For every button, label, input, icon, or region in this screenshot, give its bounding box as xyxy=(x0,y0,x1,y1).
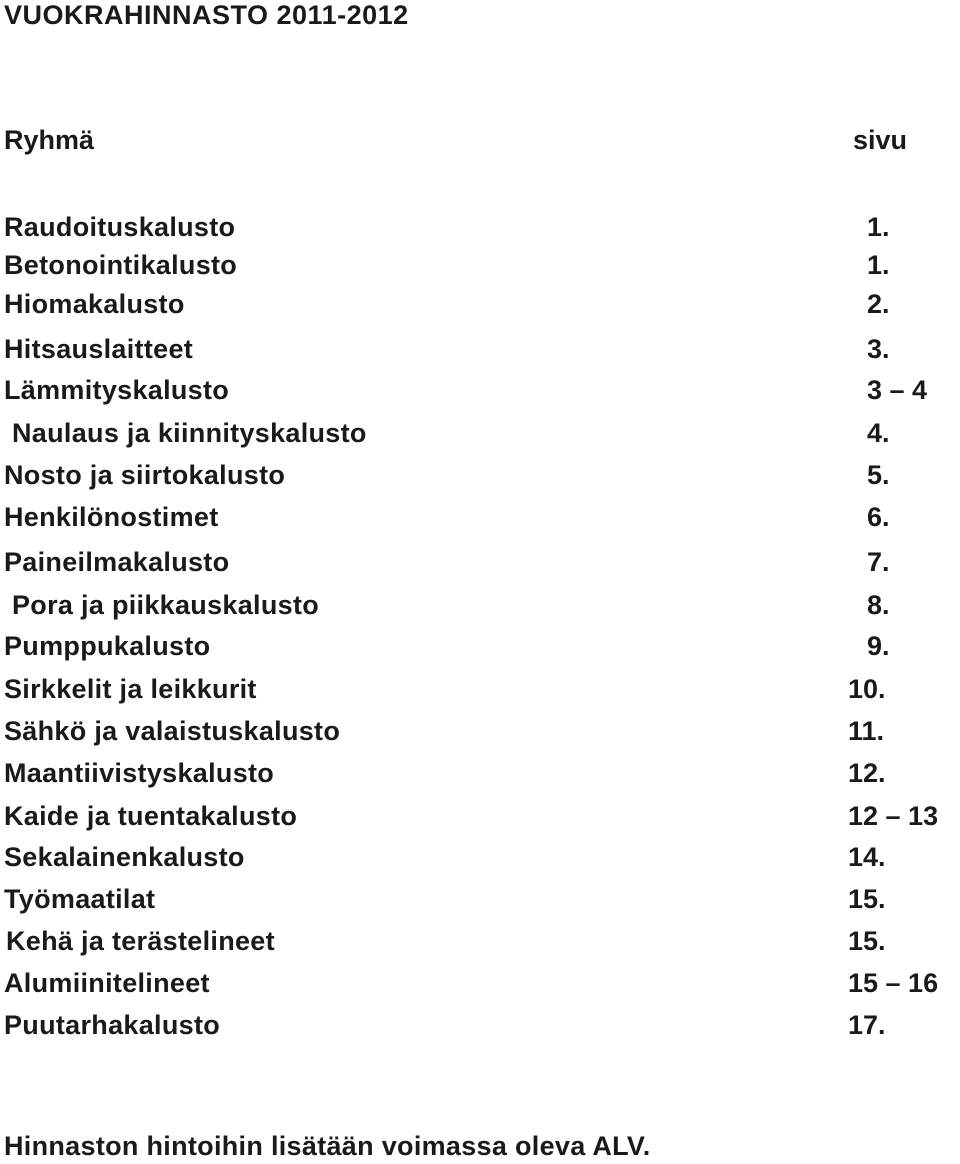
toc-row-page: 15 – 16 xyxy=(848,968,939,998)
toc-row-label: Maantiivistyskalusto xyxy=(4,758,275,788)
toc-row-label: Lämmityskalusto xyxy=(4,375,230,405)
toc-row-page: 8. xyxy=(867,590,890,620)
toc-row-page: 3 – 4 xyxy=(867,375,928,405)
toc-row-page: 10. xyxy=(848,674,886,704)
toc-row-label: Kehä ja terästelineet xyxy=(6,926,275,956)
toc-row xyxy=(0,924,960,958)
toc-row xyxy=(0,332,960,366)
column-header-page: sivu xyxy=(853,125,908,155)
column-header-group: Ryhmä xyxy=(4,125,95,155)
vat-note: Hinnaston hintoihin lisätään voimassa oleva ALV. xyxy=(4,1131,651,1161)
toc-row xyxy=(0,416,960,450)
toc-row-label: Sekalainenkalusto xyxy=(4,842,245,872)
toc-row-page: 15. xyxy=(848,926,886,956)
toc-row-label: Naulaus ja kiinnityskalusto xyxy=(12,418,367,448)
toc-row-label: Hitsauslaitteet xyxy=(4,334,194,364)
toc-row xyxy=(0,714,960,748)
toc-row-label: Nosto ja siirtokalusto xyxy=(4,460,286,490)
toc-row xyxy=(0,458,960,492)
toc-row-page: 11. xyxy=(848,716,885,746)
toc-row-page: 17. xyxy=(848,1010,886,1040)
toc-row-page: 1. xyxy=(867,250,890,280)
toc-row xyxy=(0,248,960,282)
toc-row-label: Kaide ja tuentakalusto xyxy=(4,801,298,831)
toc-row-label: Puutarhakalusto xyxy=(4,1010,221,1040)
toc-row-label: Alumiinitelineet xyxy=(4,968,210,998)
toc-row-page: 2. xyxy=(867,289,890,319)
toc-row xyxy=(0,756,960,790)
toc-row-label: Paineilmakalusto xyxy=(4,547,230,577)
toc-row xyxy=(0,210,960,244)
toc-row-page: 14. xyxy=(848,842,886,872)
toc-row-label: Sirkkelit ja leikkurit xyxy=(4,674,257,704)
toc-row-page: 3. xyxy=(867,334,890,364)
toc-row xyxy=(0,629,960,663)
toc-row-page: 4. xyxy=(867,418,890,448)
toc-row xyxy=(0,500,960,534)
toc-row xyxy=(0,966,960,1000)
document-title: VUOKRAHINNASTO 2011-2012 xyxy=(4,0,409,30)
toc-row-label: Betonointikalusto xyxy=(4,250,238,280)
toc-row-page: 12 – 13 xyxy=(848,801,939,831)
toc-row-label: Raudoituskalusto xyxy=(4,212,236,242)
toc-row xyxy=(0,545,960,579)
toc-row-label: Hiomakalusto xyxy=(4,289,185,319)
toc-row-label: Työmaatilat xyxy=(4,884,156,914)
toc-row xyxy=(0,1008,960,1042)
toc-row-label: Henkilönostimet xyxy=(4,502,219,532)
toc-row xyxy=(0,672,960,706)
toc-row-page: 1. xyxy=(867,212,890,242)
toc-row-page: 5. xyxy=(867,460,890,490)
toc-row-label: Sähkö ja valaistuskalusto xyxy=(4,716,341,746)
toc-row xyxy=(0,799,960,833)
toc-row xyxy=(0,882,960,916)
toc-row xyxy=(0,287,960,321)
toc-row-page: 9. xyxy=(867,631,890,661)
toc-row-label: Pora ja piikkauskalusto xyxy=(12,590,320,620)
toc-row xyxy=(0,840,960,874)
toc-row-page: 12. xyxy=(848,758,886,788)
toc-row-page: 15. xyxy=(848,884,886,914)
toc-row xyxy=(0,588,960,622)
toc-row-page: 6. xyxy=(867,502,890,532)
toc-row-page: 7. xyxy=(867,547,890,577)
toc-row-label: Pumppukalusto xyxy=(4,631,211,661)
toc-row xyxy=(0,373,960,407)
